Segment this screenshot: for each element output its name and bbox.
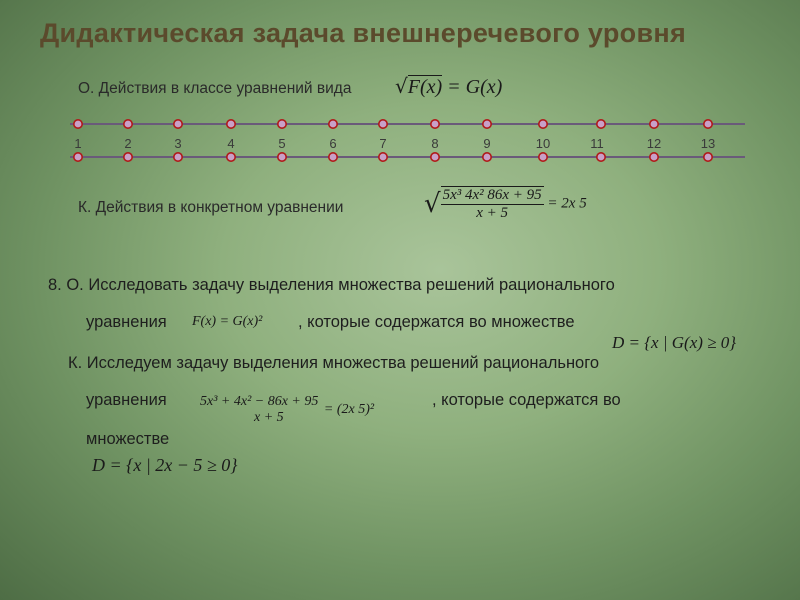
lower-dot — [539, 153, 547, 161]
number-label: 4 — [227, 136, 235, 151]
para8-line2-rest: , которые содержатся во множестве — [298, 313, 575, 331]
lower-dots — [74, 153, 712, 161]
k2-line1: К. Исследуем задачу выделения множества решений рационального — [68, 354, 600, 372]
k2-word2: множестве — [86, 430, 170, 448]
upper-dot — [650, 120, 658, 128]
lower-dot — [483, 153, 491, 161]
sqrt-symbol: √ — [424, 189, 441, 219]
number-label: 9 — [483, 136, 491, 151]
lower-dot — [124, 153, 132, 161]
k2-formula-rhs: = (2x 5)² — [323, 402, 375, 417]
para8-set1: D = {x | G(x) ≥ 0} — [612, 333, 737, 352]
lower-dot — [431, 153, 439, 161]
number-label: 10 — [535, 136, 551, 151]
lower-dot — [650, 153, 658, 161]
number-label: 2 — [124, 136, 132, 151]
number-label: 3 — [174, 136, 182, 151]
lower-dot — [174, 153, 182, 161]
upper-dot — [174, 120, 182, 128]
number-label: 11 — [590, 136, 604, 151]
upper-dot — [124, 120, 132, 128]
upper-dot — [278, 120, 286, 128]
o-class-formula — [395, 74, 502, 99]
k2-set: D = {x | 2x − 5 ≥ 0} — [92, 455, 238, 475]
lower-dot — [74, 153, 82, 161]
k-formula-rhs: = 2x 5 — [547, 195, 587, 212]
k2-formula-denominator: x + 5 — [254, 410, 284, 425]
lower-dot — [379, 153, 387, 161]
o-class-line: О. Действия в классе уравнений вида — [78, 80, 352, 97]
number-label: 13 — [700, 136, 716, 151]
upper-dot — [539, 120, 547, 128]
lower-dot — [278, 153, 286, 161]
upper-dot — [483, 120, 491, 128]
upper-dot — [74, 120, 82, 128]
lower-dot — [227, 153, 235, 161]
k2-formula-fraction — [198, 394, 320, 426]
k2-word1: уравнения — [86, 391, 167, 409]
para8-line1: 8. О. Исследовать задачу выделения множества решений рационального — [48, 276, 615, 294]
k2-line2-rest: , которые содержатся во — [432, 391, 621, 409]
sqrt-symbol: √ — [395, 74, 408, 98]
lower-dot — [597, 153, 605, 161]
upper-dots — [74, 120, 712, 128]
number-label: 1 — [74, 136, 82, 151]
k-concrete-line: К. Действия в конкретном уравнении — [78, 199, 344, 216]
k-formula-numerator: 5x³ 4x² 86x + 95 — [442, 187, 542, 203]
number-label: 5 — [278, 136, 286, 151]
k2-formula-numerator: 5x³ + 4x² − 86x + 95 — [200, 394, 319, 409]
upper-dot — [379, 120, 387, 128]
upper-dot — [329, 120, 337, 128]
upper-dot — [597, 120, 605, 128]
para8-formula1: F(x) = G(x)² — [192, 314, 263, 329]
lower-dot — [329, 153, 337, 161]
upper-dot — [227, 120, 235, 128]
number-label: 6 — [329, 136, 337, 151]
o-formula-rhs: = G(x) — [447, 76, 503, 98]
k-concrete-formula — [424, 186, 587, 222]
number-label: 12 — [646, 136, 662, 151]
k2-formula — [198, 394, 374, 426]
number-label: 8 — [431, 136, 439, 151]
k-formula-denominator: x + 5 — [476, 205, 509, 221]
number-label: 7 — [379, 136, 387, 151]
upper-dot — [704, 120, 712, 128]
k-formula-fraction — [441, 186, 544, 222]
upper-dot — [431, 120, 439, 128]
para8-word1: уравнения — [86, 313, 167, 331]
lower-dot — [704, 153, 712, 161]
slide-title: Дидактическая задача внешнеречевого уровня — [40, 18, 687, 48]
o-formula-lhs: F(x) — [407, 76, 443, 98]
